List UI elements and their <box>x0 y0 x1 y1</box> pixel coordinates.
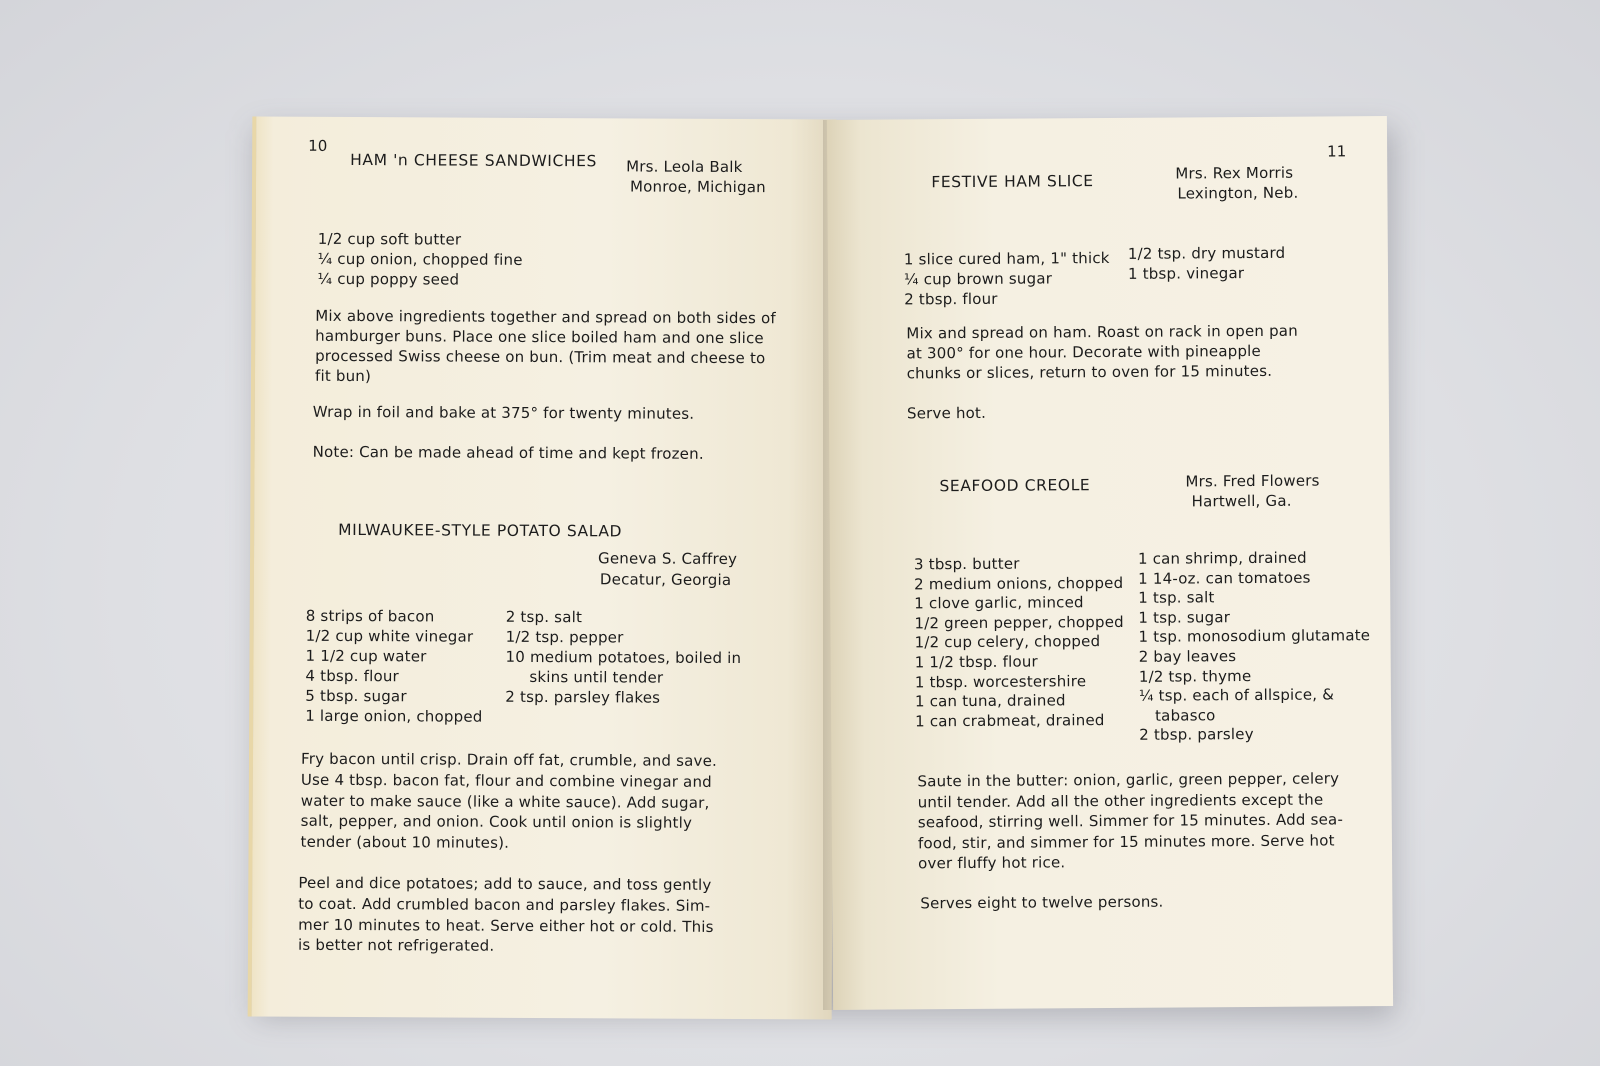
ingredient: 1 tbsp. worcestershire <box>914 671 1087 691</box>
instructions-paragraph <box>906 321 1298 384</box>
recipe-title: HAM 'n CHEESE SANDWICHES <box>350 150 598 171</box>
left-page <box>248 116 837 1019</box>
text-line: at 300° for one hour. Decorate with pineapple <box>906 341 1262 363</box>
ingredient: 1 large onion, chopped <box>305 706 483 726</box>
ingredient-list <box>904 248 1110 309</box>
ingredient-list <box>305 606 483 727</box>
recipe-location: Decatur, Georgia <box>599 570 732 589</box>
ingredient-list <box>914 554 1125 732</box>
ingredient: 2 tsp. parsley flakes <box>505 687 661 707</box>
ingredient: ¼ tsp. each of allspice, & <box>1138 685 1335 705</box>
ingredient: 1/2 tsp. pepper <box>505 627 624 647</box>
right-page <box>827 116 1393 1010</box>
ingredient: 2 tbsp. flour <box>904 289 998 309</box>
recipe-location: Lexington, Neb. <box>1177 183 1299 203</box>
text-line: fit bun) <box>314 366 372 386</box>
instructions-paragraph: Wrap in foil and bake at 375° for twenty minutes. <box>312 402 695 423</box>
ingredient: 1 can crabmeat, drained <box>915 710 1105 731</box>
text-line: tender (about 10 minutes). <box>300 832 510 853</box>
ingredient: 1 tsp. salt <box>1138 588 1215 607</box>
text-line: over fluffy hot rice. <box>918 853 1066 873</box>
page-number: 11 <box>1327 142 1347 161</box>
ingredient: 1 1/2 tbsp. flour <box>914 652 1038 672</box>
ingredient-list <box>317 229 522 290</box>
recipe-location: Hartwell, Ga. <box>1191 491 1292 511</box>
ingredient: 1 tbsp. vinegar <box>1127 264 1245 283</box>
ingredient: 3 tbsp. butter <box>913 554 1020 574</box>
text-line: Use 4 tbsp. bacon fat, flour and combine vinegar and <box>300 770 712 791</box>
recipe-title: SEAFOOD CREOLE <box>939 476 1091 496</box>
instructions-paragraph <box>315 306 776 388</box>
text-line: mer 10 minutes to heat. Serve either hot or cold. This <box>298 915 714 936</box>
ingredient: 1 clove garlic, minced <box>914 593 1084 613</box>
ingredient: 1/2 cup celery, chopped <box>914 632 1101 652</box>
text-line: until tender. Add all the other ingredients except the <box>917 790 1324 811</box>
text-line: salt, pepper, and onion. Cook until onion is slightly <box>300 812 693 833</box>
recipe-author: Mrs. Fred Flowers <box>1185 471 1320 491</box>
ingredient: 1/2 cup white vinegar <box>305 626 474 646</box>
ingredient: tabasco <box>1155 706 1216 725</box>
ingredient: 2 bay leaves <box>1138 647 1237 666</box>
ingredient: 1 can shrimp, drained <box>1137 548 1307 568</box>
recipe-title: FESTIVE HAM SLICE <box>931 172 1094 192</box>
ingredient-list <box>505 607 741 708</box>
ingredient: 1 tsp. monosodium glutamate <box>1138 626 1371 647</box>
serving-note: Serves eight to twelve persons. <box>920 892 1164 913</box>
ingredient: skins until tender <box>529 667 664 687</box>
text-line: to coat. Add crumbled bacon and parsley flakes. Sim- <box>298 894 711 915</box>
text-line: Peel and dice potatoes; add to sauce, and toss gently <box>298 873 712 894</box>
ingredient: ¼ cup poppy seed <box>317 269 460 289</box>
recipe-author: Mrs. Rex Morris <box>1175 163 1294 183</box>
text-line: processed Swiss cheese on bun. (Trim meat and cheese to <box>315 346 766 368</box>
text-line: Saute in the butter: onion, garlic, green pepper, celery <box>917 769 1340 791</box>
ingredient: 1 tsp. sugar <box>1138 607 1231 627</box>
text-line: Mix above ingredients together and spread on both sides of <box>315 306 776 328</box>
ingredient: 1/2 tsp. dry mustard <box>1127 243 1286 263</box>
note-text: Note: Can be made ahead of time and kept frozen. <box>312 442 704 463</box>
text-line: food, stir, and simmer for 15 minutes more. Serve hot <box>917 831 1335 853</box>
ingredient: 1 can tuna, drained <box>914 691 1066 711</box>
instructions-paragraph <box>298 873 714 958</box>
ingredient: 4 tbsp. flour <box>305 666 399 686</box>
recipe-author: Mrs. Leola Balk <box>626 157 743 177</box>
text-line: seafood, stirring well. Simmer for 15 minutes. Add sea- <box>917 810 1344 832</box>
ingredient: 8 strips of bacon <box>305 606 435 626</box>
serving-note: Serve hot. <box>906 403 987 423</box>
ingredient-list <box>1128 243 1286 284</box>
ingredient: 2 tbsp. parsley <box>1139 725 1254 745</box>
text-line: is better not refrigerated. <box>297 936 495 956</box>
ingredient: 10 medium potatoes, boiled in <box>505 647 742 668</box>
text-line: hamburger buns. Place one slice boiled ham and one slice <box>315 326 764 348</box>
recipe-title: MILWAUKEE-STYLE POTATO SALAD <box>338 520 623 541</box>
ingredient: 5 tbsp. sugar <box>305 686 407 706</box>
ingredient: 1 1/2 cup water <box>305 646 427 666</box>
ingredient: 1 slice cured ham, 1" thick <box>903 248 1110 269</box>
ingredient: 2 tsp. salt <box>505 607 583 627</box>
text-line: Fry bacon until crisp. Drain off fat, crumble, and save. <box>300 749 718 770</box>
recipe-author: Geneva S. Caffrey <box>598 549 738 569</box>
page-number: 10 <box>308 136 328 155</box>
ingredient: ¼ cup brown sugar <box>903 269 1053 289</box>
recipe-location: Monroe, Michigan <box>629 177 766 197</box>
text-line: Mix and spread on ham. Roast on rack in open pan <box>906 321 1298 343</box>
instructions-paragraph <box>301 749 718 855</box>
ingredient: 1 14-oz. can tomatoes <box>1138 568 1311 588</box>
ingredient: ¼ cup onion, chopped fine <box>317 249 523 269</box>
ingredient-list <box>1138 548 1371 746</box>
ingredient: 2 medium onions, chopped <box>914 573 1124 593</box>
text-line: chunks or slices, return to oven for 15 minutes. <box>906 361 1273 383</box>
ingredient: 1/2 cup soft butter <box>317 229 462 249</box>
ingredient: 1/2 tsp. thyme <box>1138 666 1252 686</box>
text-line: water to make sauce (like a white sauce). Add sugar, <box>300 791 710 812</box>
instructions-paragraph <box>917 768 1343 874</box>
ingredient: 1/2 green pepper, chopped <box>914 612 1124 633</box>
